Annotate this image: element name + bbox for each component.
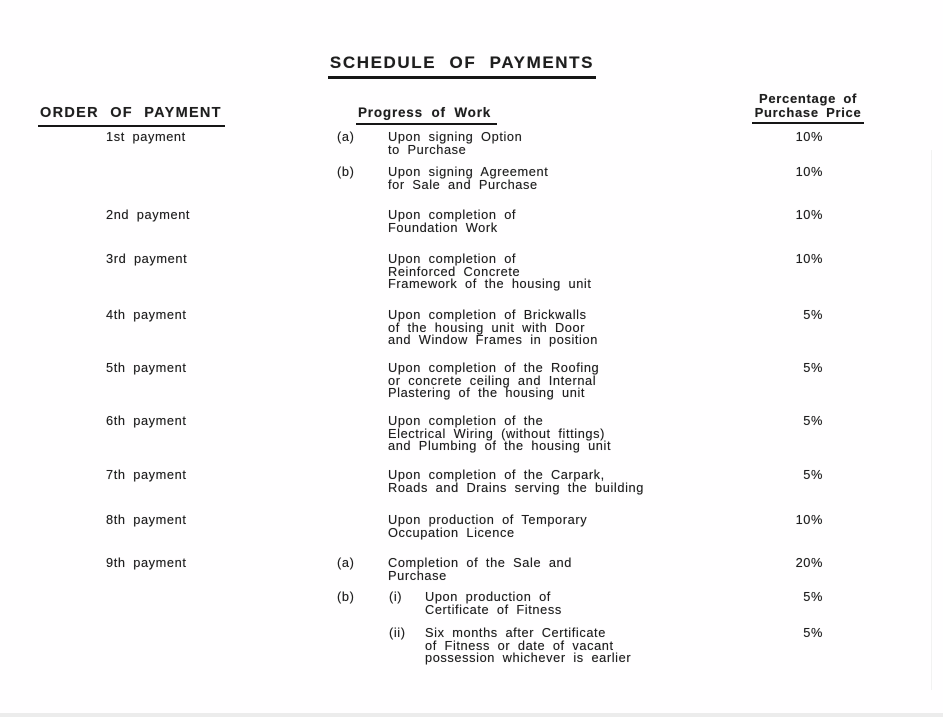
work-line: Reinforced Concrete <box>388 263 521 279</box>
order-label: 7th payment <box>106 467 187 482</box>
work-line: of Fitness or date of vacant <box>425 637 614 653</box>
percentage-value: 10% <box>795 129 823 144</box>
work-line: for Sale and Purchase <box>388 176 538 192</box>
work-line: Upon completion of Brickwalls <box>388 307 587 322</box>
work-description <box>388 362 599 400</box>
item-submarker: (ii) <box>389 625 406 640</box>
percentage-value: 5% <box>803 589 823 604</box>
page-title: SCHEDULE OF PAYMENTS <box>328 53 596 79</box>
item-marker: (b) <box>337 589 355 604</box>
percentage-value: 10% <box>795 164 823 179</box>
item-marker: (a) <box>337 555 355 570</box>
percentage-column-header <box>733 92 883 124</box>
order-label: 1st payment <box>106 129 186 144</box>
order-label: 9th payment <box>106 555 187 570</box>
work-line: of the housing unit with Door <box>388 319 586 335</box>
percentage-value: 5% <box>803 413 823 428</box>
item-submarker: (i) <box>389 589 403 604</box>
work-line: Upon completion of <box>388 207 517 222</box>
work-line: Occupation Licence <box>388 524 515 540</box>
scan-right-edge <box>931 150 932 690</box>
work-description <box>388 469 644 494</box>
page-title-row <box>0 53 924 79</box>
item-marker: (b) <box>337 164 355 179</box>
work-line: Completion of the Sale and <box>388 555 572 570</box>
work-line: Electrical Wiring (without fittings) <box>388 425 605 441</box>
work-line: Upon completion of the Carpark, <box>388 467 605 482</box>
percentage-value: 10% <box>795 251 823 266</box>
work-line: Framework of the housing unit <box>388 276 592 292</box>
work-description <box>388 209 516 234</box>
work-line: Upon completion of the Roofing <box>388 360 600 375</box>
work-line: Upon completion of the <box>388 413 544 428</box>
work-description <box>425 591 562 616</box>
order-label: 5th payment <box>106 360 187 375</box>
work-line: Foundation Work <box>388 219 498 235</box>
order-column-header: ORDER OF PAYMENT <box>38 105 225 127</box>
work-line: to Purchase <box>388 141 467 157</box>
work-line: Upon production of <box>425 589 551 604</box>
work-description <box>425 627 631 665</box>
work-line: and Window Frames in position <box>388 332 598 348</box>
percentage-value: 5% <box>803 625 823 640</box>
work-description <box>388 415 611 453</box>
work-line: Plastering of the housing unit <box>388 385 586 401</box>
work-line: Six months after Certificate <box>425 625 606 640</box>
work-description <box>388 557 572 582</box>
percentage-value: 10% <box>795 512 823 527</box>
work-description <box>388 166 548 191</box>
order-label: 2nd payment <box>106 207 191 222</box>
percentage-value: 20% <box>795 555 823 570</box>
percentage-header-line2: Purchase Price <box>752 106 865 124</box>
order-label: 3rd payment <box>106 251 188 266</box>
percentage-value: 5% <box>803 307 823 322</box>
work-line: or concrete ceiling and Internal <box>388 372 597 388</box>
percentage-header-line1: Percentage of <box>758 91 858 106</box>
work-line: Roads and Drains serving the building <box>388 479 644 495</box>
work-line: possession whichever is earlier <box>425 650 632 666</box>
work-description <box>388 514 587 539</box>
work-description <box>388 309 598 347</box>
order-label: 6th payment <box>106 413 187 428</box>
work-description <box>388 253 592 291</box>
percentage-value: 10% <box>795 207 823 222</box>
work-line: Purchase <box>388 567 447 583</box>
work-line: and Plumbing of the housing unit <box>388 438 612 454</box>
work-line: Upon completion of <box>388 251 517 266</box>
percentage-value: 5% <box>803 360 823 375</box>
work-line: Upon signing Option <box>388 129 523 144</box>
item-marker: (a) <box>337 129 355 144</box>
scan-bottom-edge <box>0 713 943 717</box>
work-line: Upon signing Agreement <box>388 164 549 179</box>
work-line: Upon production of Temporary <box>388 512 588 527</box>
order-label: 8th payment <box>106 512 187 527</box>
work-line: Certificate of Fitness <box>425 601 562 617</box>
progress-column-header: Progress of Work <box>356 105 497 125</box>
work-description <box>388 131 522 156</box>
percentage-value: 5% <box>803 467 823 482</box>
order-label: 4th payment <box>106 307 187 322</box>
